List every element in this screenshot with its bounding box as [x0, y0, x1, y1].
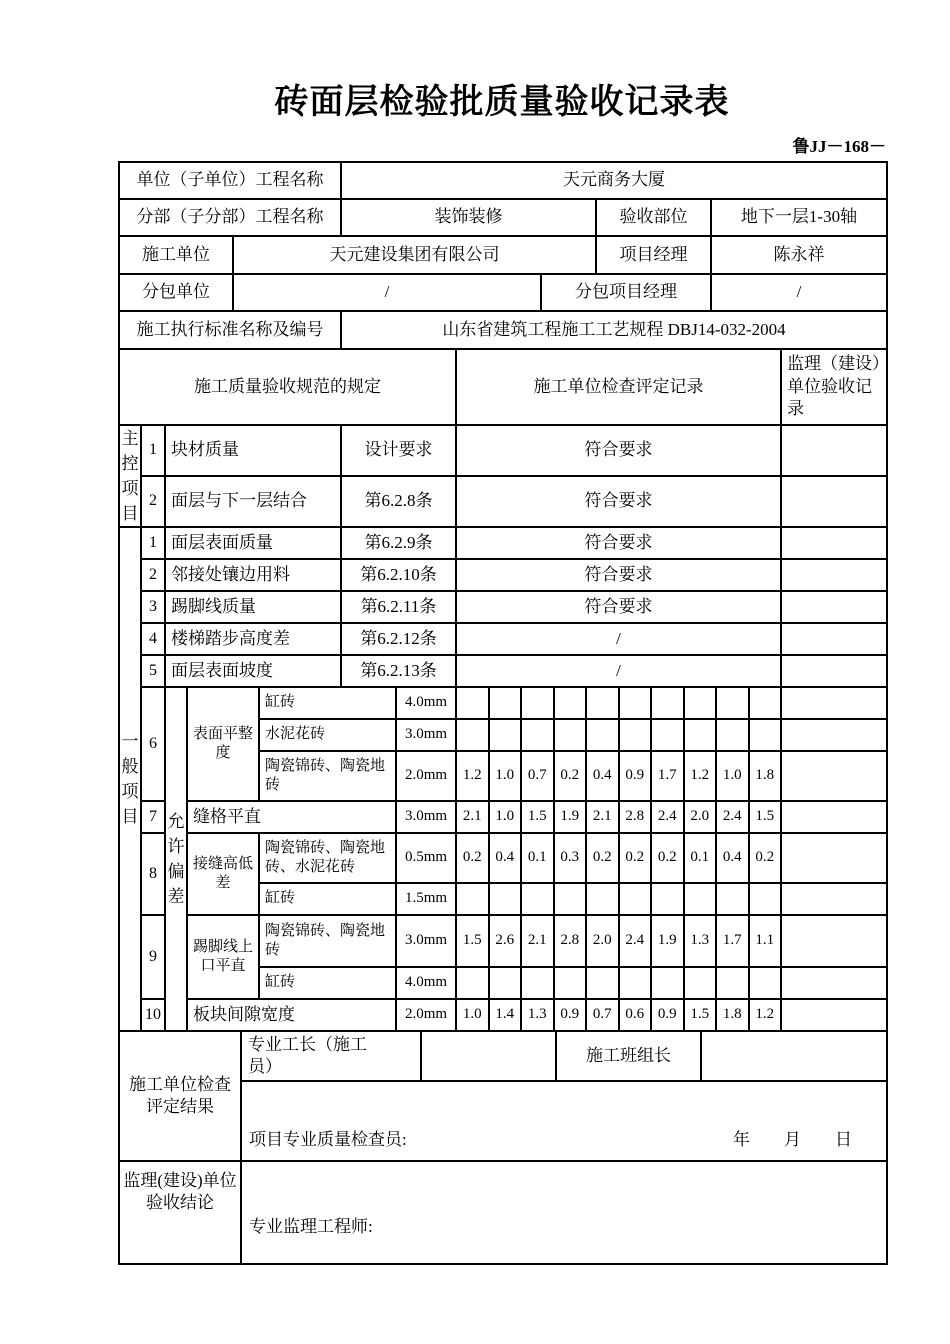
supervision-conclusion-row [119, 1161, 887, 1264]
measurement-value: 1.9 [554, 801, 587, 833]
supervision-record-cell [781, 559, 887, 591]
measurement-value: 0.7 [586, 999, 619, 1031]
check-record-header: 施工单位检查评定记录 [456, 349, 781, 425]
measurement-cell [456, 687, 489, 719]
measurement-value: 1.9 [651, 915, 684, 967]
measurement-cell [554, 719, 587, 751]
measurement-cell [554, 883, 587, 915]
measurement-cell [521, 967, 554, 999]
check-result: / [456, 655, 781, 687]
column-header-row [119, 349, 887, 425]
measurement-cell [554, 687, 587, 719]
measurement-value: 1.5 [456, 915, 489, 967]
measurement-value: 0.1 [521, 833, 554, 883]
measurement-value: 1.2 [684, 751, 717, 801]
quality-checker-cell [241, 1081, 887, 1161]
measurement-value: 1.8 [716, 999, 749, 1031]
spec-header: 施工质量验收规范的规定 [119, 349, 456, 425]
measurement-value: 0.1 [684, 833, 717, 883]
supervision-record-cell [781, 915, 887, 967]
supervision-record-cell [781, 425, 887, 476]
sub-item-name: 缸砖 [259, 967, 396, 999]
measurement-cell [586, 719, 619, 751]
measurement-cell [489, 967, 522, 999]
deviation-limit: 3.0mm [396, 915, 456, 967]
measurement-value: 1.8 [749, 751, 782, 801]
requirement: 第6.2.12条 [341, 623, 456, 655]
measurement-value: 1.2 [456, 751, 489, 801]
supervision-conclusion-label: 监理(建设)单位验收结论 [119, 1161, 241, 1264]
general-section-label: 一般项目 [119, 527, 141, 1031]
measurement-value: 0.2 [586, 833, 619, 883]
sub-item-name: 水泥花砖 [259, 719, 396, 751]
supervision-record-cell [781, 527, 887, 559]
measurement-cell [749, 719, 782, 751]
measurement-value: 2.0 [586, 915, 619, 967]
measurement-cell [651, 967, 684, 999]
measurement-cell [456, 883, 489, 915]
measurement-cell [619, 687, 652, 719]
measurement-value: 1.3 [684, 915, 717, 967]
measurement-cell [716, 883, 749, 915]
sub-project-row [119, 199, 887, 236]
deviation-row-8a [119, 833, 887, 883]
measurement-cell [554, 967, 587, 999]
sub-item-name: 缸砖 [259, 883, 396, 915]
sub-item-name: 缸砖 [259, 687, 396, 719]
subcontractor-value: / [233, 274, 541, 311]
measurement-value: 2.4 [619, 915, 652, 967]
unit-project-label: 单位（子单位）工程名称 [119, 162, 341, 199]
measurement-cell [489, 687, 522, 719]
check-result: 符合要求 [456, 425, 781, 476]
measurement-value: 2.1 [456, 801, 489, 833]
supervision-record-cell [781, 801, 887, 833]
construction-unit-row [119, 236, 887, 274]
measurement-value: 2.1 [521, 915, 554, 967]
general-row [119, 591, 887, 623]
measurement-cell [521, 687, 554, 719]
measurement-value: 1.4 [489, 999, 522, 1031]
item-name: 板块间隙宽度 [187, 999, 396, 1031]
measurement-value: 2.0 [684, 801, 717, 833]
supervision-record-cell [781, 655, 887, 687]
deviation-limit: 3.0mm [396, 719, 456, 751]
row-number: 7 [141, 801, 165, 833]
measurement-value: 0.2 [619, 833, 652, 883]
measurement-value: 0.2 [749, 833, 782, 883]
measurement-cell [586, 967, 619, 999]
measurement-cell [619, 967, 652, 999]
item-name: 楼梯踏步高度差 [165, 623, 341, 655]
measurement-value: 1.5 [684, 999, 717, 1031]
requirement: 第6.2.10条 [341, 559, 456, 591]
acceptance-part-label: 验收部位 [596, 199, 711, 236]
row-number: 2 [141, 476, 165, 527]
unit-project-row [119, 162, 887, 199]
sub-manager-label: 分包项目经理 [541, 274, 711, 311]
check-result: 符合要求 [456, 527, 781, 559]
requirement: 第6.2.9条 [341, 527, 456, 559]
deviation-limit: 4.0mm [396, 687, 456, 719]
supervision-record-cell [781, 591, 887, 623]
item-name: 面层表面质量 [165, 527, 341, 559]
sub-project-label: 分部（子分部）工程名称 [119, 199, 341, 236]
signature-table [118, 1030, 888, 1265]
deviation-row-10 [119, 999, 887, 1031]
measurement-value: 2.8 [619, 801, 652, 833]
measurement-value: 0.2 [456, 833, 489, 883]
measurement-value: 1.7 [651, 751, 684, 801]
measurement-cell [521, 883, 554, 915]
measurement-value: 0.6 [619, 999, 652, 1031]
measurement-value: 0.4 [586, 751, 619, 801]
main-control-row [119, 476, 887, 527]
measurement-cell [619, 719, 652, 751]
check-result: 符合要求 [456, 591, 781, 623]
deviation-limit: 2.0mm [396, 751, 456, 801]
supervision-record-cell [781, 833, 887, 883]
unit-project-value: 天元商务大厦 [341, 162, 887, 199]
measurement-value: 2.4 [716, 801, 749, 833]
item-name: 接缝高低差 [187, 833, 259, 915]
deviation-row-9a [119, 915, 887, 967]
standard-row [119, 311, 887, 349]
requirement: 设计要求 [341, 425, 456, 476]
measurement-cell [716, 967, 749, 999]
measurement-cell [684, 967, 717, 999]
measurement-cell [456, 967, 489, 999]
sub-item-name: 陶瓷锦砖、陶瓷地砖 [259, 915, 396, 967]
item-name: 缝格平直 [187, 801, 396, 833]
sub-manager-value: / [711, 274, 887, 311]
row-number: 1 [141, 425, 165, 476]
measurement-value: 1.7 [716, 915, 749, 967]
construction-unit-label: 施工单位 [119, 236, 233, 274]
row-number: 8 [141, 833, 165, 915]
supervision-record-cell [781, 883, 887, 915]
deviation-limit: 1.5mm [396, 883, 456, 915]
acceptance-part-value: 地下一层1-30轴 [711, 199, 887, 236]
construction-unit-value: 天元建设集团有限公司 [233, 236, 596, 274]
measurement-cell [456, 719, 489, 751]
sub-item-name: 陶瓷锦砖、陶瓷地砖、水泥花砖 [259, 833, 396, 883]
requirement: 第6.2.8条 [341, 476, 456, 527]
item-name: 面层表面坡度 [165, 655, 341, 687]
row-number: 10 [141, 999, 165, 1031]
measurement-value: 1.2 [749, 999, 782, 1031]
measurement-cell [684, 883, 717, 915]
requirement: 第6.2.13条 [341, 655, 456, 687]
measurement-cell [651, 883, 684, 915]
measurement-cell [489, 719, 522, 751]
item-name: 踢脚线上口平直 [187, 915, 259, 999]
general-row [119, 623, 887, 655]
row-number: 9 [141, 915, 165, 999]
measurement-cell [651, 719, 684, 751]
supervision-record-cell [781, 687, 887, 719]
measurement-cell [651, 687, 684, 719]
standard-value: 山东省建筑工程施工工艺规程 DBJ14-032-2004 [341, 311, 887, 349]
requirement: 第6.2.11条 [341, 591, 456, 623]
supervision-record-cell [781, 623, 887, 655]
main-control-row [119, 425, 887, 476]
check-result: 符合要求 [456, 559, 781, 591]
measurement-cell [749, 967, 782, 999]
measurement-value: 1.5 [749, 801, 782, 833]
measurement-value: 0.3 [554, 833, 587, 883]
deviation-limit: 4.0mm [396, 967, 456, 999]
measurement-value: 1.0 [456, 999, 489, 1031]
sub-project-value: 装饰装修 [341, 199, 596, 236]
team-leader-label: 施工班组长 [556, 1031, 701, 1081]
row-number: 3 [141, 591, 165, 623]
measurement-cell [521, 719, 554, 751]
measurement-value: 0.7 [521, 751, 554, 801]
supervision-record-cell [781, 751, 887, 801]
row-number: 1 [141, 527, 165, 559]
subcontractor-row [119, 274, 887, 311]
measurement-value: 0.9 [619, 751, 652, 801]
item-name: 面层与下一层结合 [165, 476, 341, 527]
foreman-label: 专业工长（施工员） [241, 1031, 421, 1081]
measurement-value: 2.8 [554, 915, 587, 967]
check-result: 符合要求 [456, 476, 781, 527]
item-name: 踢脚线质量 [165, 591, 341, 623]
item-name: 邻接处镶边用料 [165, 559, 341, 591]
supervision-record-cell [781, 999, 887, 1031]
supervision-record-cell [781, 719, 887, 751]
foreman-row [119, 1031, 887, 1081]
date-label: 年 月 日 [733, 1130, 852, 1150]
supervision-engineer-label: 专业监理工程师: [249, 1217, 373, 1237]
measurement-value: 0.4 [716, 833, 749, 883]
measurement-value: 0.4 [489, 833, 522, 883]
measurement-value: 1.0 [716, 751, 749, 801]
general-row [119, 559, 887, 591]
deviation-limit: 3.0mm [396, 801, 456, 833]
supervision-record-header: 监理（建设）单位验收记录 [781, 349, 887, 425]
supervision-record-cell [781, 476, 887, 527]
row-number: 6 [141, 687, 165, 801]
measurement-value: 1.0 [489, 751, 522, 801]
general-row [119, 527, 887, 559]
measurement-value: 0.2 [554, 751, 587, 801]
standard-label: 施工执行标准名称及编号 [119, 311, 341, 349]
deviation-limit: 0.5mm [396, 833, 456, 883]
foreman-signature-cell [421, 1031, 556, 1081]
measurement-value: 0.2 [651, 833, 684, 883]
deviation-section-label: 允许偏差 [165, 687, 187, 1031]
measurement-cell [749, 883, 782, 915]
item-name: 块材质量 [165, 425, 341, 476]
main-control-section-label: 主控项目 [119, 425, 141, 527]
row-number: 5 [141, 655, 165, 687]
check-result: / [456, 623, 781, 655]
measurement-cell [489, 883, 522, 915]
check-result-label: 施工单位检查评定结果 [119, 1031, 241, 1161]
project-info-table [118, 161, 888, 350]
measurement-value: 2.6 [489, 915, 522, 967]
row-number: 2 [141, 559, 165, 591]
project-manager-label: 项目经理 [596, 236, 711, 274]
measurement-value: 1.3 [521, 999, 554, 1031]
form-code: 鲁JJ－168－ [792, 137, 886, 156]
quality-table [118, 348, 888, 1032]
deviation-row-7 [119, 801, 887, 833]
general-row [119, 655, 887, 687]
measurement-value: 0.9 [651, 999, 684, 1031]
deviation-row-6a [119, 687, 887, 719]
measurement-value: 1.0 [489, 801, 522, 833]
measurement-value: 2.1 [586, 801, 619, 833]
team-leader-signature-cell [701, 1031, 887, 1081]
measurement-cell [749, 687, 782, 719]
row-number: 4 [141, 623, 165, 655]
supervision-record-cell [781, 967, 887, 999]
subcontractor-label: 分包单位 [119, 274, 233, 311]
measurement-value: 1.5 [521, 801, 554, 833]
quality-checker-label: 项目专业质量检查员: [249, 1130, 407, 1150]
supervision-engineer-cell [241, 1161, 887, 1264]
measurement-cell [684, 719, 717, 751]
measurement-cell [684, 687, 717, 719]
measurement-cell [619, 883, 652, 915]
measurement-cell [586, 687, 619, 719]
sub-item-name: 陶瓷锦砖、陶瓷地砖 [259, 751, 396, 801]
page-title: 砖面层检验批质量验收记录表 [274, 84, 730, 121]
measurement-cell [716, 719, 749, 751]
measurement-value: 2.4 [651, 801, 684, 833]
measurement-cell [586, 883, 619, 915]
measurement-value: 1.1 [749, 915, 782, 967]
item-name: 表面平整度 [187, 687, 259, 801]
measurement-cell [716, 687, 749, 719]
deviation-limit: 2.0mm [396, 999, 456, 1031]
measurement-value: 0.9 [554, 999, 587, 1031]
project-manager-value: 陈永祥 [711, 236, 887, 274]
